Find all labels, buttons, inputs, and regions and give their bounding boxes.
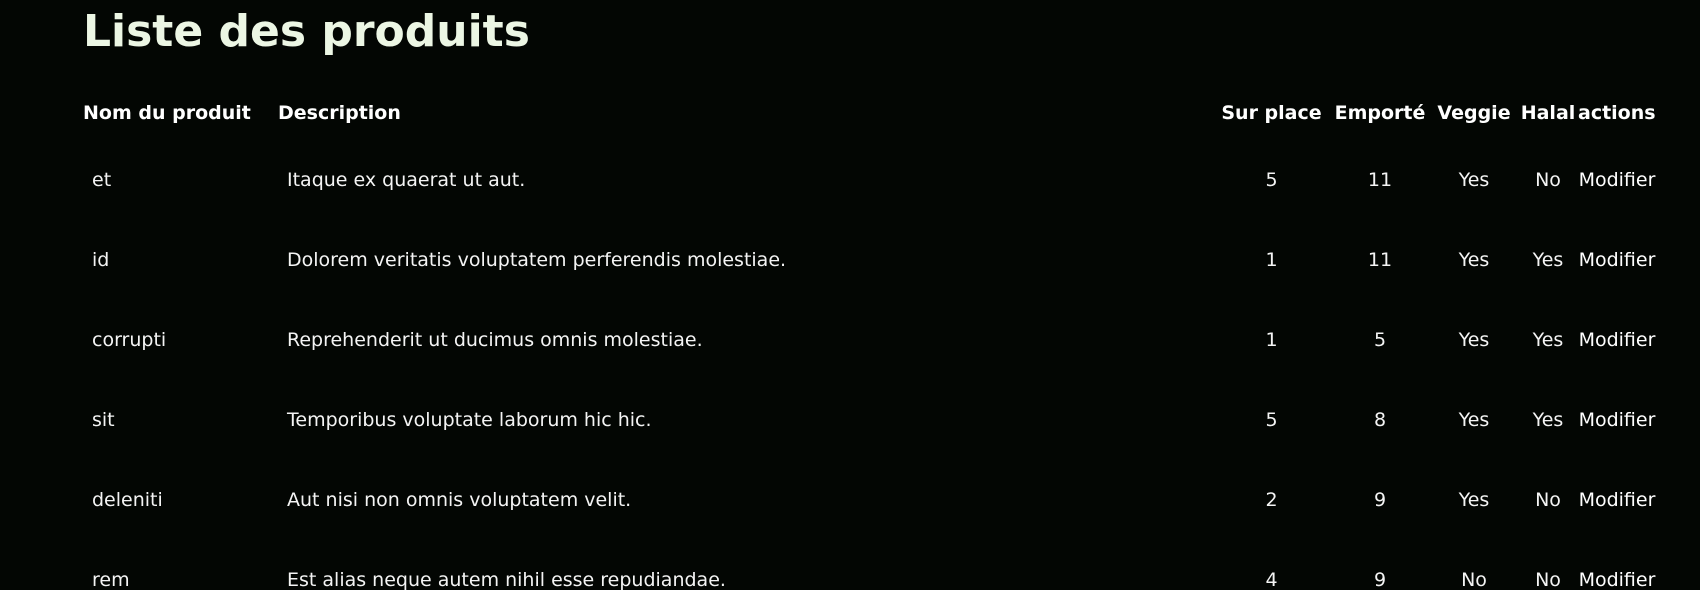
product-description: Aut nisi non omnis voluptatem velit. (287, 489, 632, 511)
product-sur-place: 5 (1265, 409, 1278, 431)
modifier-link[interactable]: Modifier (1578, 569, 1656, 590)
table-row (83, 220, 1656, 300)
product-name: sit (92, 409, 115, 431)
table-header-row (83, 86, 1656, 140)
modifier-link[interactable]: Modifier (1578, 489, 1656, 511)
product-halal: No (1535, 489, 1561, 511)
product-name: et (92, 169, 112, 191)
product-sur-place: 4 (1265, 569, 1278, 590)
product-veggie: Yes (1458, 169, 1490, 191)
product-halal: Yes (1532, 409, 1564, 431)
product-emporte: 11 (1367, 169, 1393, 191)
product-description: Reprehenderit ut ducimus omnis molestiae. (287, 329, 703, 351)
table-row (83, 540, 1656, 590)
product-description: Est alias neque autem nihil esse repudiandae. (287, 569, 726, 590)
product-description: Dolorem veritatis voluptatem perferendis molestiae. (287, 249, 787, 271)
product-halal: Yes (1532, 249, 1564, 271)
product-emporte: 5 (1373, 329, 1387, 351)
table-row (83, 300, 1656, 380)
modifier-link[interactable]: Modifier (1578, 409, 1656, 431)
product-name: id (92, 249, 110, 271)
product-halal: Yes (1532, 329, 1564, 351)
product-description: Itaque ex quaerat ut aut. (287, 169, 526, 191)
header-emporte: Emporté (1334, 102, 1426, 124)
product-sur-place: 1 (1265, 249, 1278, 271)
product-sur-place: 1 (1265, 329, 1278, 351)
product-halal: No (1535, 569, 1561, 590)
product-description: Temporibus voluptate laborum hic hic. (287, 409, 652, 431)
header-description: Description (278, 102, 401, 124)
product-emporte: 9 (1373, 489, 1387, 511)
modifier-link[interactable]: Modifier (1578, 329, 1656, 351)
header-actions: actions (1578, 102, 1656, 124)
page-title: Liste des produits (83, 6, 530, 57)
modifier-link[interactable]: Modifier (1578, 169, 1656, 191)
header-name: Nom du produit (83, 102, 251, 124)
product-sur-place: 5 (1265, 169, 1278, 191)
product-sur-place: 2 (1265, 489, 1278, 511)
product-veggie: Yes (1458, 329, 1490, 351)
products-table (83, 86, 1656, 590)
table-row (83, 140, 1656, 220)
product-name: corrupti (92, 329, 167, 351)
header-sur-place: Sur place (1221, 102, 1322, 124)
product-veggie: Yes (1458, 409, 1490, 431)
header-veggie: Veggie (1437, 102, 1511, 124)
table-row (83, 460, 1656, 540)
product-emporte: 9 (1373, 569, 1387, 590)
product-halal: No (1535, 169, 1561, 191)
product-name: deleniti (92, 489, 163, 511)
header-halal: Halal (1520, 102, 1576, 124)
modifier-link[interactable]: Modifier (1578, 249, 1656, 271)
product-veggie: No (1461, 569, 1487, 590)
product-emporte: 8 (1373, 409, 1387, 431)
table-row (83, 380, 1656, 460)
product-emporte: 11 (1367, 249, 1393, 271)
product-name: rem (92, 569, 130, 590)
product-veggie: Yes (1458, 249, 1490, 271)
product-veggie: Yes (1458, 489, 1490, 511)
